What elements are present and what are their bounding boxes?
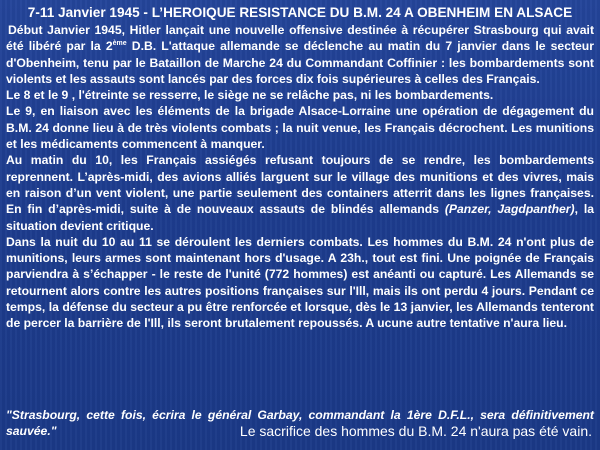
paragraph-10-11-january: Dans la nuit du 10 au 11 se déroulent les derniers combats. Les hommes du B.M. 24 n'ont plus de munitions, leurs armes sont maintenant hors d'usage. A 23h., tout est fini. Une poignée de Français parviendra à s’échapper - le reste de l'unité (772 hommes) est anéanti ou capturé. Les Allemands se retournent alors contre les autres positions françaises sur l'Ill, mais ils ont perdu 4 jours. Pendant ce temps, la défense du secteur a pu être renforcée et lorsque, dès le 13 janvier, les Allemands tenteront de percer la barrière de l'Ill, ils seront brutalement repoussés. A ucune autre tentative n'aura lieu. xyxy=(6,234,594,331)
paragraph-10-january xyxy=(6,152,594,233)
paragraph-10-january-text-end: , la situation devient critique. xyxy=(6,202,594,233)
paragraph-10-january-text: Au matin du 10, les Français assiégés refusant toujours de se rendre, les bombardements reprennent. L’après-midi, des avions alliés larguent sur le village des munitions et des vivres, mais en raison d’un vent violent, une partie seulement des containers atterrit dans les lignes françaises. En fin d’après-midi, suite à de nouveaux assauts de blindés allemands xyxy=(6,153,594,217)
tank-types-italic: (Panzer, Jagdpanther) xyxy=(444,202,575,217)
paragraph-intro xyxy=(6,22,594,87)
page-title: 7-11 Janvier 1945 - L’HEROIQUE RESISTANCE DU B.M. 24 A OBENHEIM EN ALSACE xyxy=(27,5,573,20)
paragraph-intro-text: Début Janvier 1945, Hitler lançait une nouvelle offensive destinée à récupérer Strasbourg qui avait été libéré par la 2 xyxy=(6,23,594,54)
paragraph-9-january: Le 9, en liaison avec les éléments de la brigade Alsace-Lorraine une opération de dégagement du B.M. 24 donne lieu à de très violents combats ; la nuit venue, les Français décrochent. Les munitions et les médicaments commencent à manquer. xyxy=(6,104,594,152)
garbay-quote: "Strasbourg, cette fois, écrira le général Garbay, commandant la 1ère D.F.L., sera définitivement sauvée." xyxy=(6,408,594,439)
paragraph-intro-text-continued: D.B. L'attaque allemande se déclenche au matin du 7 janvier dans le secteur d'Obenheim, tenu par le Bataillon de Marche 24 du Commandant Coffinier : les bombardements sont violents et les assauts sont lancés par des forces dix fois supérieures à celles des Français. xyxy=(6,39,594,86)
paragraph-8-9-january: Le 8 et le 9 , l'étreinte se resserre, le siège ne se relâche pas, ni les bombardements. xyxy=(6,88,494,103)
closing-section xyxy=(6,407,594,440)
ordinal-superscript: ème xyxy=(112,40,127,48)
closing-statement: Le sacrifice des hommes du B.M. 24 n'aura pas été vain. xyxy=(239,423,592,439)
